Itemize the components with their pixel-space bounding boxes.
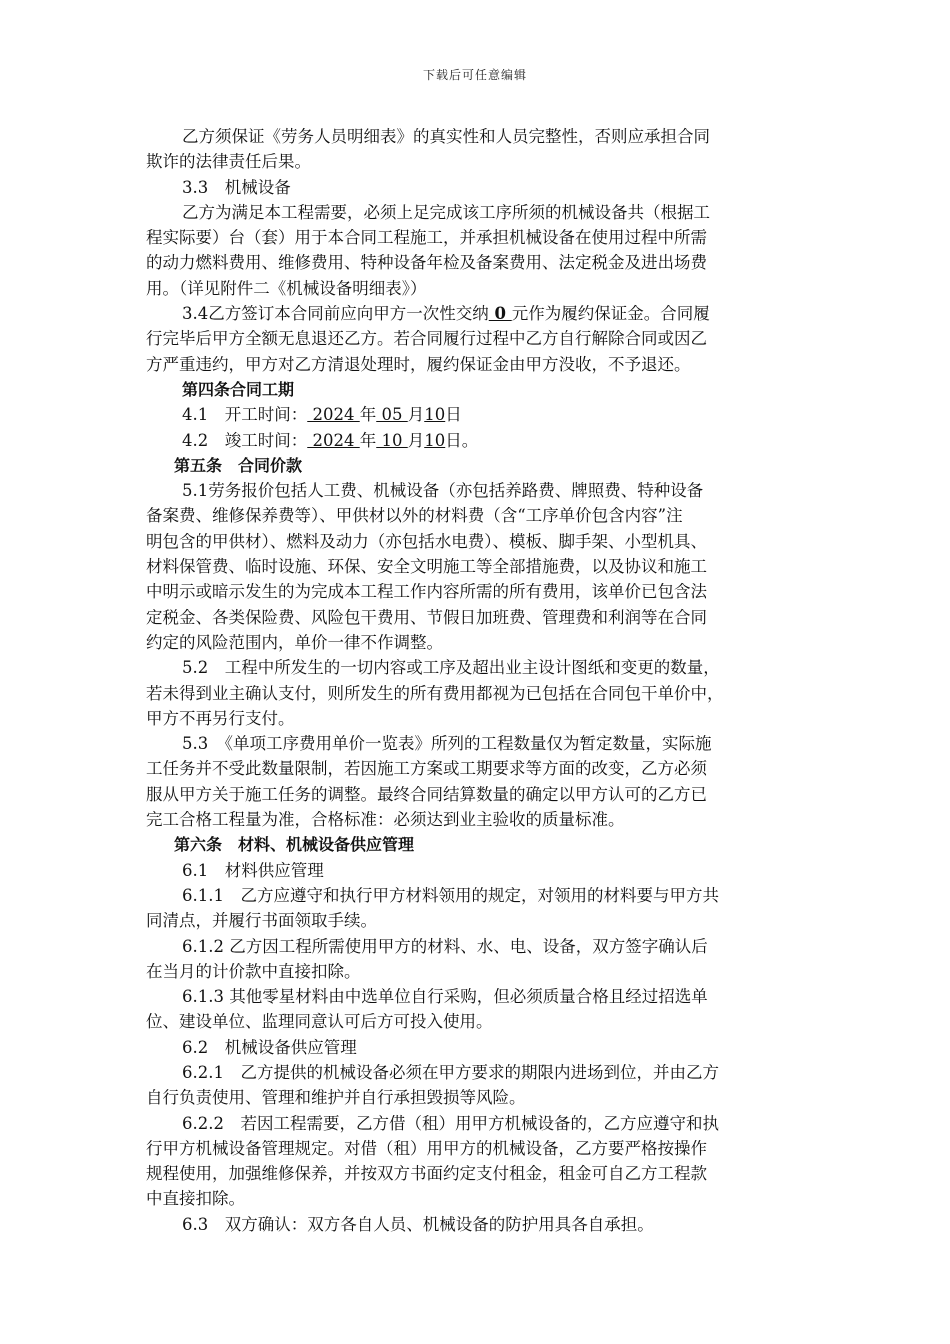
- text-line: 自行负责使用、管理和维护并自行承担毁损等风险。: [146, 1088, 526, 1108]
- text-line: 程实际要）台（套）用于本合同工程施工，并承担机械设备在使用过程中所需: [146, 228, 707, 248]
- text-fragment: 10: [424, 405, 446, 425]
- text-line: 同清点，并履行书面领取手续。: [146, 911, 377, 931]
- text-line: 规程使用，加强维修保养，并按双方书面约定支付租金，租金可自乙方工程款: [146, 1164, 707, 1184]
- text-line: [146, 301, 818, 326]
- text-line: 方严重违约，甲方对乙方清退处理时，履约保证金由甲方没收，不予退还。: [146, 354, 691, 374]
- text-fragment: 元作为履约保证金。合同履: [511, 304, 710, 324]
- text-line: 6.2.2 若因工程需要，乙方借（租）用甲方机械设备的，乙方应遵守和执: [182, 1113, 719, 1133]
- text-line: 材料保管费、临时设施、环保、安全文明施工等全部措施费，以及协议和施工: [146, 557, 707, 577]
- text-line: 中明示或暗示发生的为完成本工程工作内容所需的所有费用，该单价已包含法: [146, 582, 707, 602]
- text-fragment: 日。: [445, 430, 479, 450]
- text-fragment: 2024: [307, 430, 360, 450]
- text-line: 明包含的甲供材）、燃料及动力（亦包括水电费）、模板、脚手架、小型机具、: [146, 531, 707, 551]
- text-line: 工任务并不受此数量限制，若因施工方案或工期要求等方面的改变，乙方必须: [146, 759, 707, 779]
- text-fragment: 3.4乙方签订本合同前应向甲方一次性交纳: [182, 304, 489, 324]
- text-line: 的动力燃料费用、维修费用、特种设备年检及备案费用、法定税金及进出场费: [146, 253, 707, 273]
- section-heading: 第五条 合同价款: [174, 455, 303, 475]
- text-line: 位、建设单位、监理同意认可后方可投入使用。: [146, 1012, 493, 1032]
- text-line: 服从甲方关于施工任务的调整。最终合同结算数量的确定以甲方认可的乙方已: [146, 784, 707, 804]
- text-line: 若未得到业主确认支付，则所发生的所有费用都视为已包括在合同包干单价中，: [146, 683, 724, 703]
- text-line: 在当月的计价款中直接扣除。: [146, 961, 361, 981]
- text-line: 欺诈的法律责任后果。: [146, 152, 311, 172]
- text-line: 5.1劳务报价包括人工费、机械设备（亦包括养路费、牌照费、特种设备: [182, 481, 704, 501]
- text-line: 6.1 材料供应管理: [182, 860, 324, 880]
- text-fragment: 月: [407, 430, 425, 450]
- text-line: 甲方不再另行支付。: [146, 708, 295, 728]
- text-line: 5.3 《单项工序费用单价一览表》所列的工程数量仅为暂定数量，实际施: [182, 734, 712, 754]
- text-fragment: 2024: [307, 405, 360, 425]
- text-fragment: 05: [376, 405, 408, 425]
- text-line: 6.1.2 乙方因工程所需使用甲方的材料、水、电、设备，双方签字确认后: [182, 936, 708, 956]
- text-line: 行甲方机械设备管理规定。对借（租）用甲方的机械设备，乙方要严格按操作: [146, 1138, 707, 1158]
- text-fragment: 日: [445, 405, 462, 425]
- text-fragment: 10: [424, 430, 446, 450]
- text-line: 6.1.1 乙方应遵守和执行甲方材料领用的规定，对领用的材料要与甲方共: [182, 885, 719, 905]
- text-line: 定税金、各类保险费、风险包干费用、节假日加班费、管理费和利润等在合同: [146, 607, 707, 627]
- text-line: 6.1.3 其他零星材料由中选单位自行采购，但必须质量合格且经过招选单: [182, 987, 708, 1007]
- text-line: 6.2 机械设备供应管理: [182, 1037, 357, 1057]
- text-fragment: 0: [488, 304, 512, 324]
- text-line: 约定的风险范围内，单价一律不作调整。: [146, 632, 443, 652]
- section-heading: 第六条 材料、机械设备供应管理: [174, 835, 415, 855]
- page-header: 下载后可任意编辑: [422, 68, 527, 82]
- text-line: 乙方为满足本工程需要，必须上足完成该工序所须的机械设备共（根据工: [182, 202, 710, 222]
- text-line: 乙方须保证《劳务人员明细表》的真实性和人员完整性，否则应承担合同: [182, 127, 710, 146]
- section-heading: 第四条合同工期: [182, 379, 295, 399]
- text-fragment: 4.2 竣工时间：: [182, 430, 308, 450]
- text-fragment: 年: [359, 430, 377, 450]
- text-line: 备案费、维修保养费等）、甲供材以外的材料费（含“工序单价包含内容”注: [146, 506, 683, 526]
- text-fragment: 10: [376, 430, 408, 450]
- text-line: 中直接扣除。: [146, 1189, 245, 1209]
- text-fragment: 年: [359, 405, 377, 425]
- text-fragment: 4.1 开工时间：: [182, 405, 308, 425]
- text-line: [146, 428, 818, 453]
- text-line: 完工合格工程量为准，合格标准：必须达到业主验收的质量标准。: [146, 810, 625, 830]
- text-line: 行完毕后甲方全额无息退还乙方。若合同履行过程中乙方自行解除合同或因乙: [146, 329, 707, 349]
- text-line: 用。（详见附件二《机械设备明细表》）: [146, 278, 427, 298]
- document-body: [146, 124, 818, 1237]
- text-fragment: 月: [407, 405, 425, 425]
- text-line: 5.2 工程中所发生的一切内容或工序及超出业主设计图纸和变更的数量，: [182, 658, 720, 678]
- text-line: [146, 402, 818, 427]
- text-line: 3.3 机械设备: [182, 177, 291, 197]
- text-line: 6.2.1 乙方提供的机械设备必须在甲方要求的期限内进场到位，并由乙方: [182, 1062, 719, 1082]
- text-line: 6.3 双方确认：双方各自人员、机械设备的防护用具各自承担。: [182, 1214, 654, 1234]
